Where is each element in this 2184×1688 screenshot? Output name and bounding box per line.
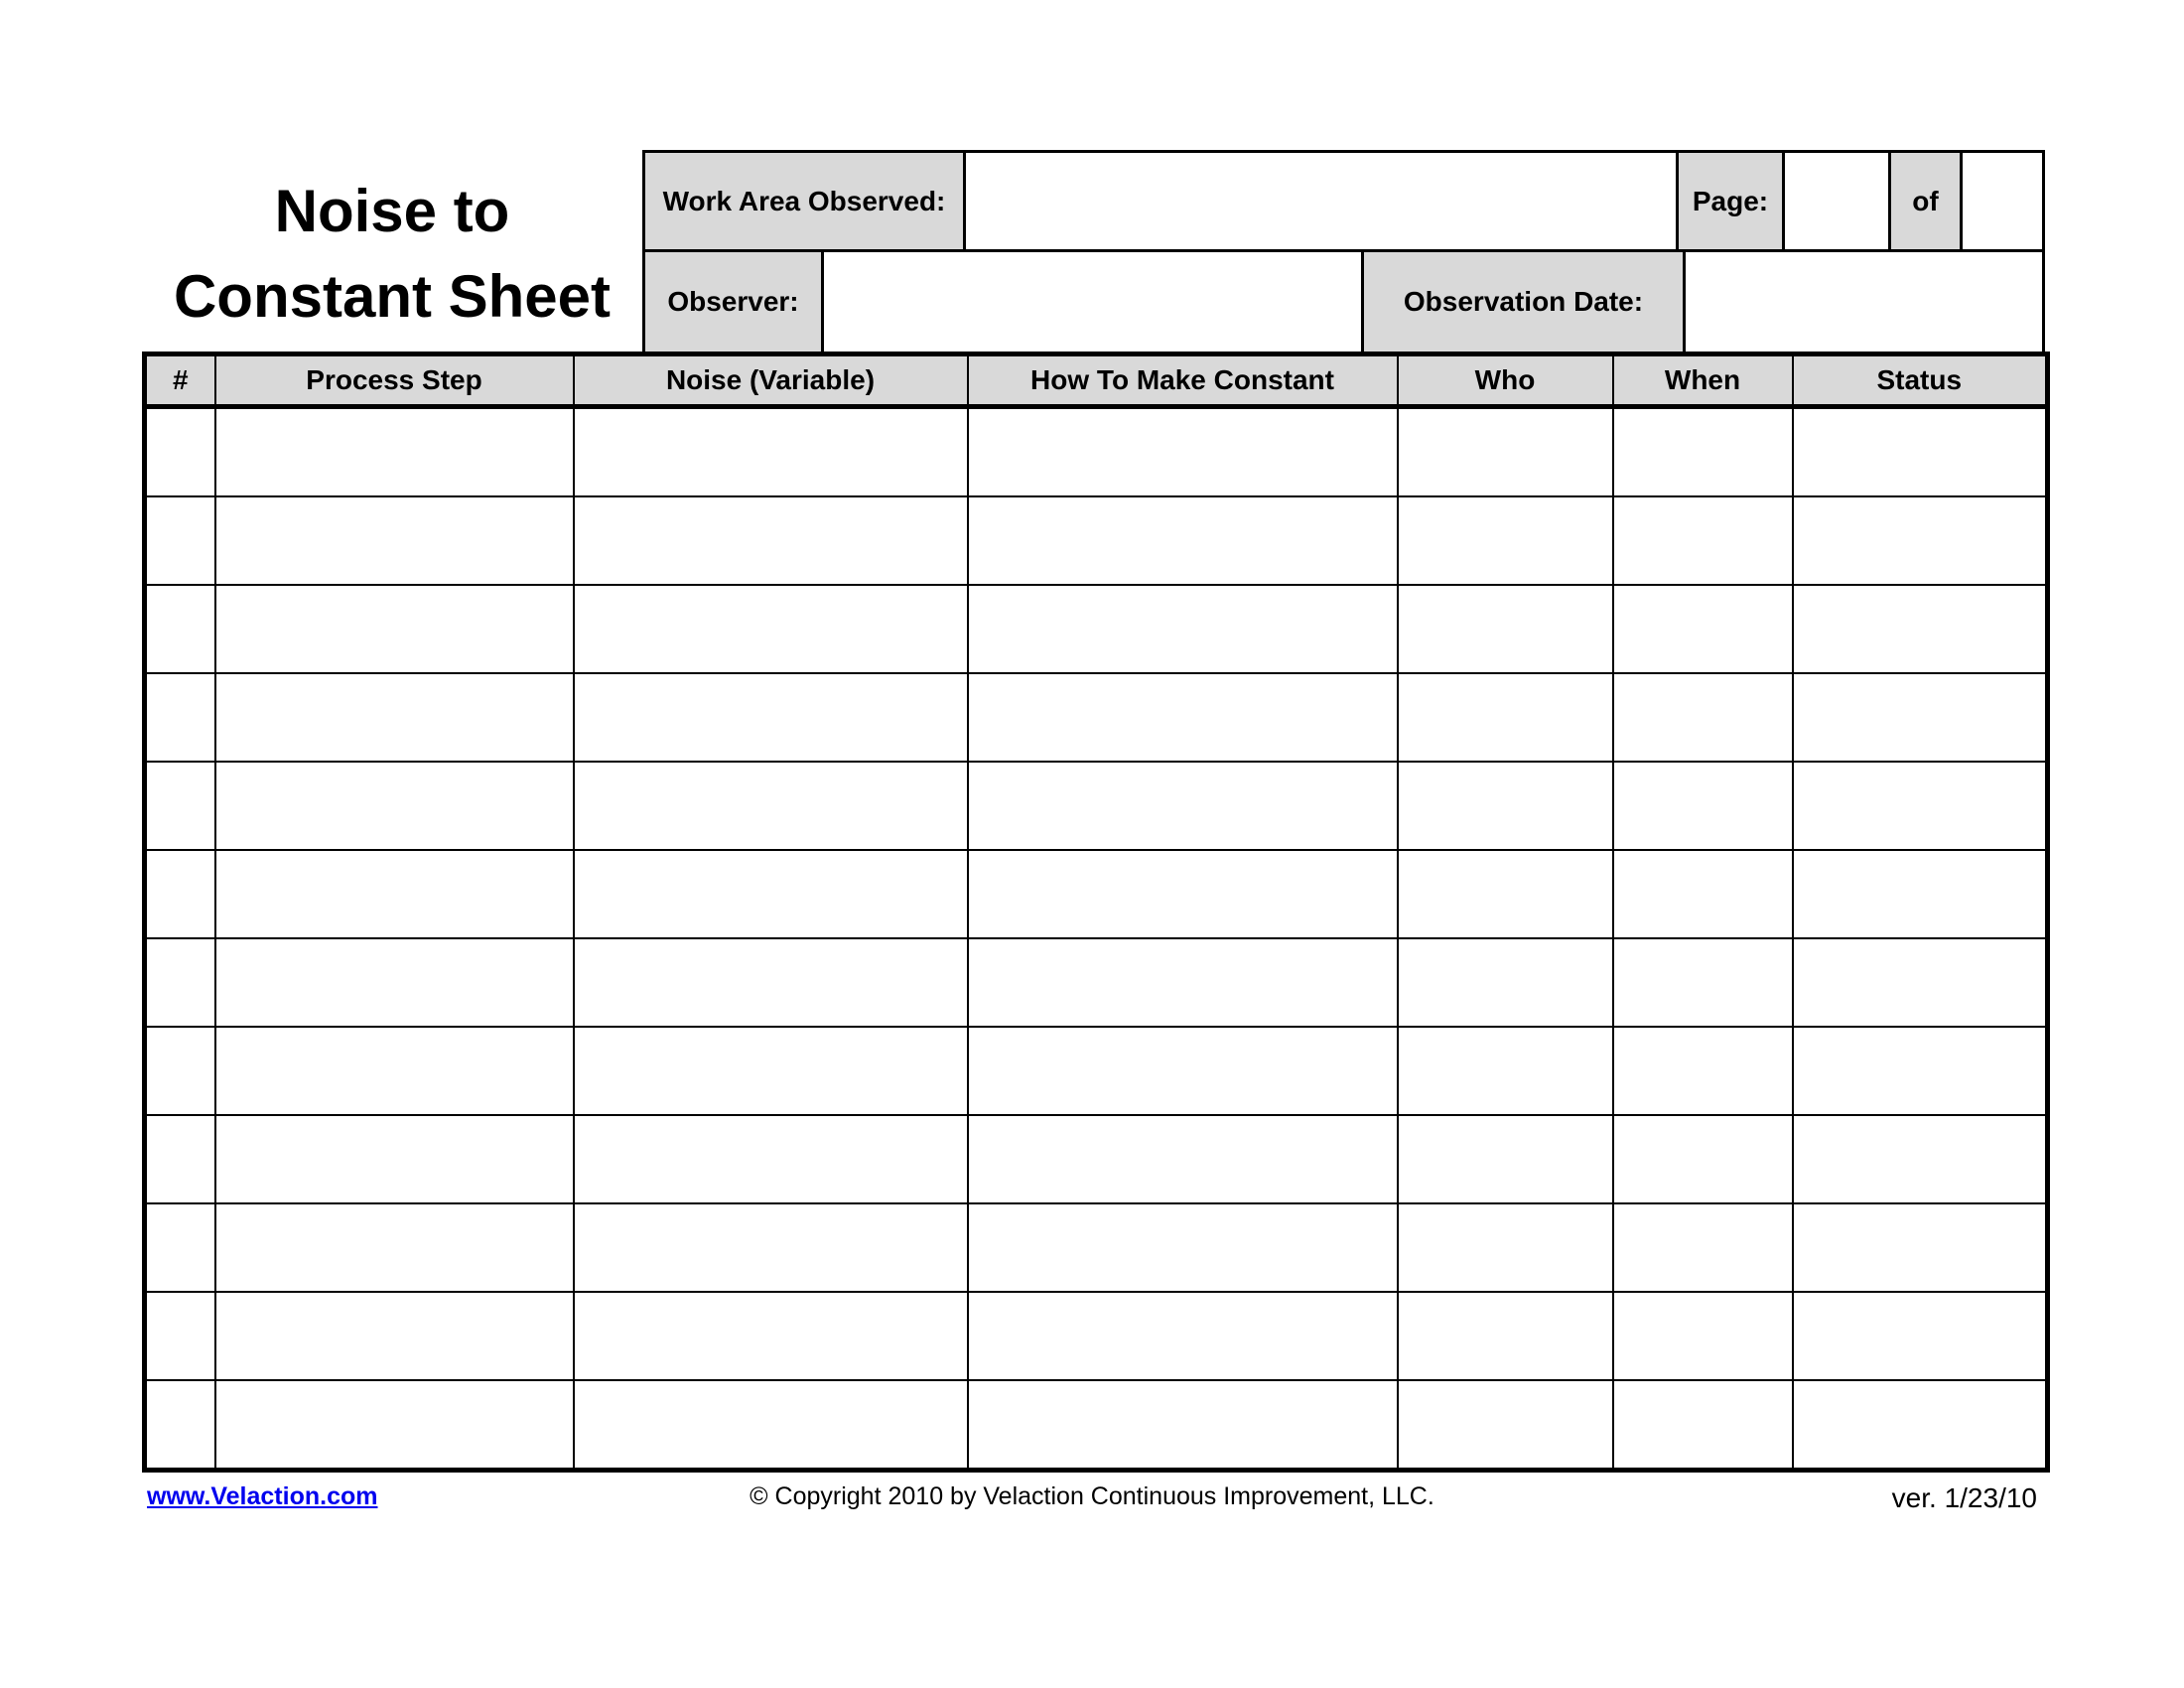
cell-number[interactable] [145,496,215,585]
cell-how-to-make-constant[interactable] [968,1027,1398,1115]
cell-who[interactable] [1398,938,1613,1027]
cell-who[interactable] [1398,496,1613,585]
observation-date-field[interactable] [1683,249,2045,354]
page-label: Page: [1676,150,1785,252]
table-row [145,1380,2048,1471]
table-row [145,938,2048,1027]
cell-status[interactable] [1793,1203,2048,1292]
table-row [145,673,2048,762]
cell-when[interactable] [1613,762,1793,850]
table-row [145,1203,2048,1292]
cell-status[interactable] [1793,496,2048,585]
cell-who[interactable] [1398,585,1613,673]
cell-how-to-make-constant[interactable] [968,1203,1398,1292]
cell-number[interactable] [145,1292,215,1380]
cell-noise[interactable] [574,1115,968,1203]
work-area-field[interactable] [963,150,1679,252]
col-header-when: When [1613,354,1793,407]
cell-how-to-make-constant[interactable] [968,407,1398,497]
table-row [145,1115,2048,1203]
cell-when[interactable] [1613,673,1793,762]
cell-noise[interactable] [574,673,968,762]
cell-number[interactable] [145,1027,215,1115]
table-row [145,762,2048,850]
cell-who[interactable] [1398,1027,1613,1115]
cell-when[interactable] [1613,850,1793,938]
page-total-field[interactable] [1960,150,2045,252]
cell-noise[interactable] [574,1380,968,1471]
cell-how-to-make-constant[interactable] [968,585,1398,673]
page-number-field[interactable] [1782,150,1891,252]
cell-process-step[interactable] [215,585,574,673]
table-body [145,407,2048,1471]
cell-status[interactable] [1793,1027,2048,1115]
cell-status[interactable] [1793,850,2048,938]
cell-noise[interactable] [574,938,968,1027]
cell-when[interactable] [1613,407,1793,497]
cell-process-step[interactable] [215,1292,574,1380]
noise-table [142,352,2050,1473]
cell-when[interactable] [1613,585,1793,673]
cell-number[interactable] [145,407,215,497]
col-header-who: Who [1398,354,1613,407]
page-title [149,169,635,340]
cell-who[interactable] [1398,850,1613,938]
table-row [145,585,2048,673]
cell-number[interactable] [145,1115,215,1203]
version-text: ver. 1/23/10 [1891,1482,2037,1513]
cell-noise[interactable] [574,585,968,673]
cell-number[interactable] [145,1203,215,1292]
cell-who[interactable] [1398,673,1613,762]
cell-how-to-make-constant[interactable] [968,496,1398,585]
cell-when[interactable] [1613,1203,1793,1292]
cell-noise[interactable] [574,850,968,938]
cell-noise[interactable] [574,762,968,850]
cell-number[interactable] [145,1380,215,1471]
table-row [145,850,2048,938]
cell-number[interactable] [145,938,215,1027]
cell-who[interactable] [1398,1380,1613,1471]
table-row [145,496,2048,585]
cell-process-step[interactable] [215,1027,574,1115]
table-header-row [145,354,2048,407]
cell-process-step[interactable] [215,938,574,1027]
cell-how-to-make-constant[interactable] [968,762,1398,850]
cell-number[interactable] [145,673,215,762]
page-title-line2: Constant Sheet [173,263,612,330]
page-title-line1: Noise to [274,178,510,244]
cell-status[interactable] [1793,1115,2048,1203]
observation-date-label: Observation Date: [1361,249,1686,354]
work-area-label: Work Area Observed: [642,150,966,252]
col-header-process-step: Process Step [215,354,574,407]
table-row [145,1027,2048,1115]
cell-status[interactable] [1793,762,2048,850]
cell-who[interactable] [1398,762,1613,850]
cell-process-step[interactable] [215,850,574,938]
cell-when[interactable] [1613,1027,1793,1115]
cell-when[interactable] [1613,496,1793,585]
cell-process-step[interactable] [215,496,574,585]
cell-when[interactable] [1613,1115,1793,1203]
cell-how-to-make-constant[interactable] [968,673,1398,762]
cell-noise[interactable] [574,1292,968,1380]
observer-field[interactable] [821,249,1364,354]
cell-how-to-make-constant[interactable] [968,938,1398,1027]
cell-noise[interactable] [574,496,968,585]
cell-noise[interactable] [574,1203,968,1292]
table-row [145,407,2048,497]
col-header-status: Status [1793,354,2048,407]
cell-status[interactable] [1793,585,2048,673]
of-label: of [1888,150,1963,252]
cell-process-step[interactable] [215,1380,574,1471]
cell-process-step[interactable] [215,762,574,850]
cell-status[interactable] [1793,673,2048,762]
cell-process-step[interactable] [215,1115,574,1203]
col-header-number: # [145,354,215,407]
cell-status[interactable] [1793,407,2048,497]
cell-when[interactable] [1613,1292,1793,1380]
cell-status[interactable] [1793,1380,2048,1471]
cell-number[interactable] [145,585,215,673]
velaction-link[interactable]: www.Velaction.com [147,1482,378,1510]
cell-process-step[interactable] [215,673,574,762]
cell-status[interactable] [1793,1292,2048,1380]
cell-who[interactable] [1398,407,1613,497]
cell-who[interactable] [1398,1115,1613,1203]
cell-how-to-make-constant[interactable] [968,850,1398,938]
cell-how-to-make-constant[interactable] [968,1380,1398,1471]
cell-number[interactable] [145,850,215,938]
cell-process-step[interactable] [215,407,574,497]
cell-who[interactable] [1398,1292,1613,1380]
cell-noise[interactable] [574,407,968,497]
col-header-noise: Noise (Variable) [574,354,968,407]
table-row [145,1292,2048,1380]
cell-noise[interactable] [574,1027,968,1115]
cell-who[interactable] [1398,1203,1613,1292]
cell-number[interactable] [145,762,215,850]
cell-process-step[interactable] [215,1203,574,1292]
cell-how-to-make-constant[interactable] [968,1292,1398,1380]
copyright-text: © Copyright 2010 by Velaction Continuous Improvement, LLC. [750,1482,1434,1510]
cell-when[interactable] [1613,1380,1793,1471]
observer-label: Observer: [642,249,824,354]
cell-status[interactable] [1793,938,2048,1027]
col-header-how-to-make-constant: How To Make Constant [968,354,1398,407]
cell-when[interactable] [1613,938,1793,1027]
cell-how-to-make-constant[interactable] [968,1115,1398,1203]
